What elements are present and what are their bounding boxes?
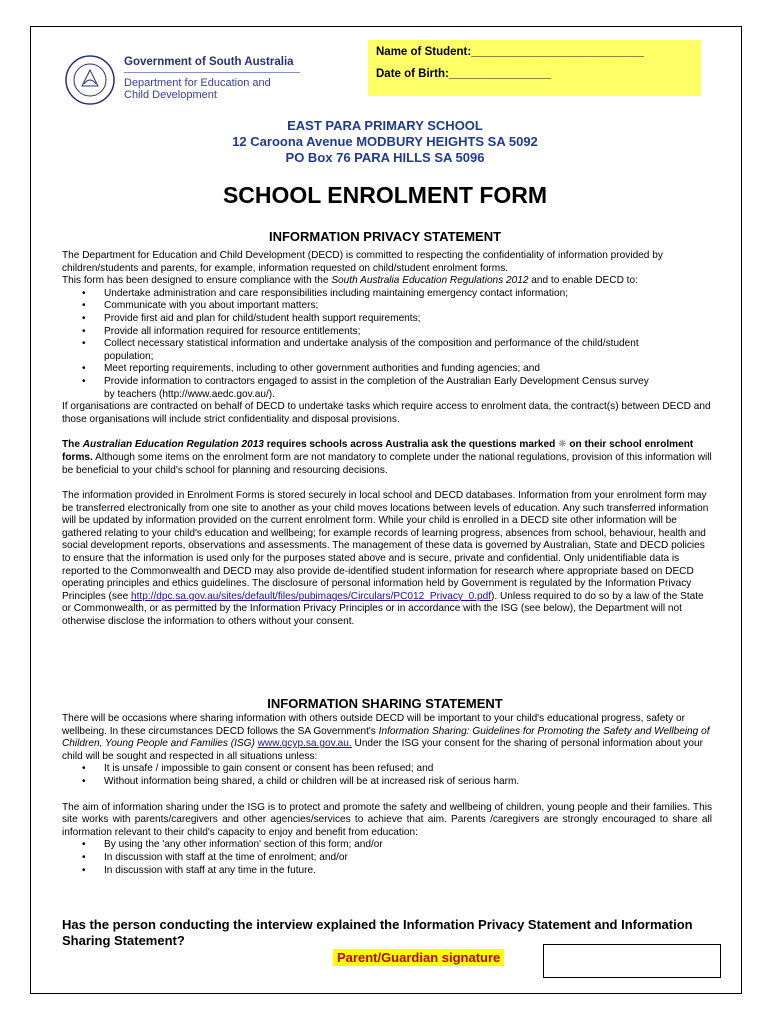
sharing-methods-list [62,839,712,877]
list-item: • In discussion with staff at the time of enrolment; and/or [104,852,712,865]
student-details-box [368,40,701,96]
school-name: EAST PARA PRIMARY SCHOOL [287,118,483,133]
list-item: • Provide first aid and plan for child/student health support requirements; [104,313,712,326]
privacy-compliance: This form has been designed to ensure compliance with the South Australia Education Regulations 2012 and to enable DECD to: [62,275,638,287]
signature-label: Parent/Guardian signature [333,949,504,966]
privacy-heading: INFORMATION PRIVACY STATEMENT [268,229,502,244]
logo-department-text: Department for Education and [124,77,271,89]
gcyp-link[interactable]: www.gcyp.sa.gov.au. [257,738,352,750]
interview-question: Has the person conducting the interview explained the Information Privacy Statement and Information Sharing Statement? [62,917,693,948]
privacy-contracted: If organisations are contracted on behalf of DECD to undertake tasks which require access to enrolment data, the contract(s) between DECD and those organisations will include strict confidentiality and disposal provisions. [62,401,711,425]
logo-government-text: Government of South Australia [124,56,294,68]
regulation-statement: The Australian Education Regulation 2013 requires schools across Australia ask the questions marked ❋ on their school enrolment forms. Although some items on the enrolment form are not mandatory to complete under the national regulations, provision of this information will be beneficial to your child's school for planning and resourcing decisions. [62,439,712,476]
logo-department-text-2: Child Development [124,89,217,101]
list-item: • Provide information to contractors engaged to assist in the completion of the Australian Early Development Census survey by teachers (http://www.aedc.gov.au/). [104,376,712,401]
list-item: • By using the 'any other information' section of this form; and/or [104,839,712,852]
list-item: • Collect necessary statistical information and undertake analysis of the composition and performance of the child/student population; [104,338,712,363]
list-item: • Without information being shared, a child or children will be at increased risk of serious harm. [104,776,712,789]
sharing-section [62,713,712,877]
sharing-heading: INFORMATION SHARING STATEMENT [267,696,503,711]
list-item: • It is unsafe / impossible to gain consent or consent has been refused; and [104,763,712,776]
sharing-aim: The aim of information sharing under the ISG is to protect and promote the safety and wellbeing of children, young people and their families. This site works with parents/caregivers and other agencies/services to achieve that aim. Parents /caregivers are strongly encouraged to share all information relevant to their child's capacity to enjoy and benefit from education: [62,801,712,838]
school-address: 12 Caroona Avenue MODBURY HEIGHTS SA 5092 [232,134,538,149]
signature-box[interactable] [543,944,721,978]
sharing-intro: There will be occasions where sharing information with others outside DECD will be important to your child's educational progress, safety or wellbeing. In these circumstances DECD follows the SA Government's Information Sharing: Guidelines for Promoting the Safety and Wellbeing of Children, Young People and Families (ISG) www.gcyp.sa.gov.au. Under the ISG your consent for the sharing of personal information about your child will be sought and respected in all situations unless: [62,713,710,762]
asterisk-icon: ❋ [558,439,567,451]
list-item: • Undertake administration and care responsibilities including maintaining emergency contact information; [104,288,712,301]
list-item: • Communicate with you about important matters; [104,300,712,313]
privacy-storage: The information provided in Enrolment Forms is stored securely in local school and DECD databases. Information from your enrolment form may be transferred electronically from one site to another as your child moves locations between levels of education. Any such transferred information will be updated by information provided on the current enrolment form. While your child is enrolled in a DECD site other information will be gathered relating to your child's education and wellbeing; for example records of learning progress, absences from school, behaviour, health and social development reports, observations and assessments. The management of these data is governed by Australian, State and DECD policies to ensure that the information is used only for the purposes stated above and is secure, private and confidential. Only unidentifiable data is reported to the Commonwealth and DECD may also provide de-identified student information for research where appropriate based on DECD operating principles and ethics guidelines. The disclosure of personal information held by Government is regulated by the Information Privacy Principles (see http://dpc.sa.gov.au/sites/default/files/pubimages/Circulars/PC012_Privacy_0.pdf). Unless required to do so by a law of the State or Commonwealth, or as permitted by the Information Privacy Principles or in accordance with the ISG (see below), the Department will not otherwise disclose the information to others without your consent. [62,490,709,628]
student-name-field[interactable]: Name of Student:___________________________ [376,46,644,58]
sharing-exception-list [62,763,712,788]
privacy-section [62,250,712,629]
list-item: • Provide all information required for resource entitlements; [104,326,712,339]
date-of-birth-field[interactable]: Date of Birth:________________ [376,68,552,80]
sa-crest-icon [64,54,116,106]
form-title: SCHOOL ENROLMENT FORM [222,182,548,208]
school-po-box: PO Box 76 PARA HILLS SA 5096 [285,150,485,165]
privacy-policy-link[interactable]: http://dpc.sa.gov.au/sites/default/files/pubimages/Circulars/PC012_Privacy_0.pdf [131,590,492,602]
privacy-purpose-list [62,288,712,401]
privacy-intro: The Department for Education and Child Development (DECD) is committed to respecting the confidentiality of information provided by children/students and parents, for example, information requested on child/student enrolment forms. [62,250,663,274]
list-item: • Meet reporting requirements, including to other government authorities and funding agencies; and [104,363,712,376]
list-item: • In discussion with staff at any time in the future. [104,865,712,878]
